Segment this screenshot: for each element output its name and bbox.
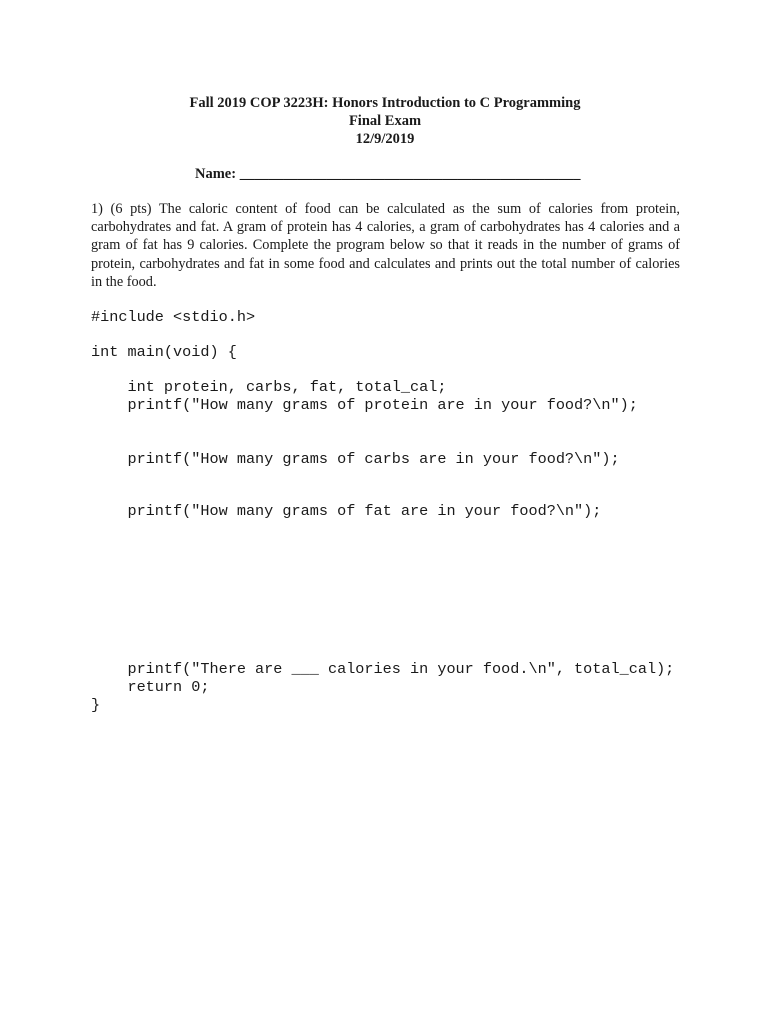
code-line-include: #include <stdio.h> (91, 308, 256, 326)
exam-date: 12/9/2019 (355, 131, 415, 147)
code-line-main-open: int main(void) { (91, 343, 237, 361)
code-line-main-close: } (91, 696, 101, 714)
code-line-printf-protein: printf("How many grams of protein are in your food?\n"); (91, 396, 638, 414)
code-line-printf-carbs: printf("How many grams of carbs are in your food?\n"); (91, 450, 620, 468)
code-line-return: return 0; (91, 678, 210, 696)
course-title: Fall 2019 COP 3223H: Honors Introduction to C Programming (189, 95, 581, 111)
exam-header (0, 94, 770, 148)
code-line-declaration: int protein, carbs, fat, total_cal; (91, 378, 447, 396)
question-1-text: 1) (6 pts) The caloric content of food can be calculated as the sum of calories from protein, carbohydrates and fat. A gram of protein has 4 calories, a gram of carbohydrates has 4 calories and a gram of fat has 9 calories. Complete the program below so that it reads in the number of grams of protein, carbohydrates and fat in some food and calculates and prints out the total number of calories in the food. (91, 201, 680, 290)
code-line-printf-result: printf("There are ___ calories in your food.\n", total_cal); (91, 660, 675, 678)
exam-title: Final Exam (348, 113, 422, 129)
code-line-printf-fat: printf("How many grams of fat are in your food?\n"); (91, 502, 602, 520)
name-field: Name: _______________________________________________ (195, 166, 581, 182)
